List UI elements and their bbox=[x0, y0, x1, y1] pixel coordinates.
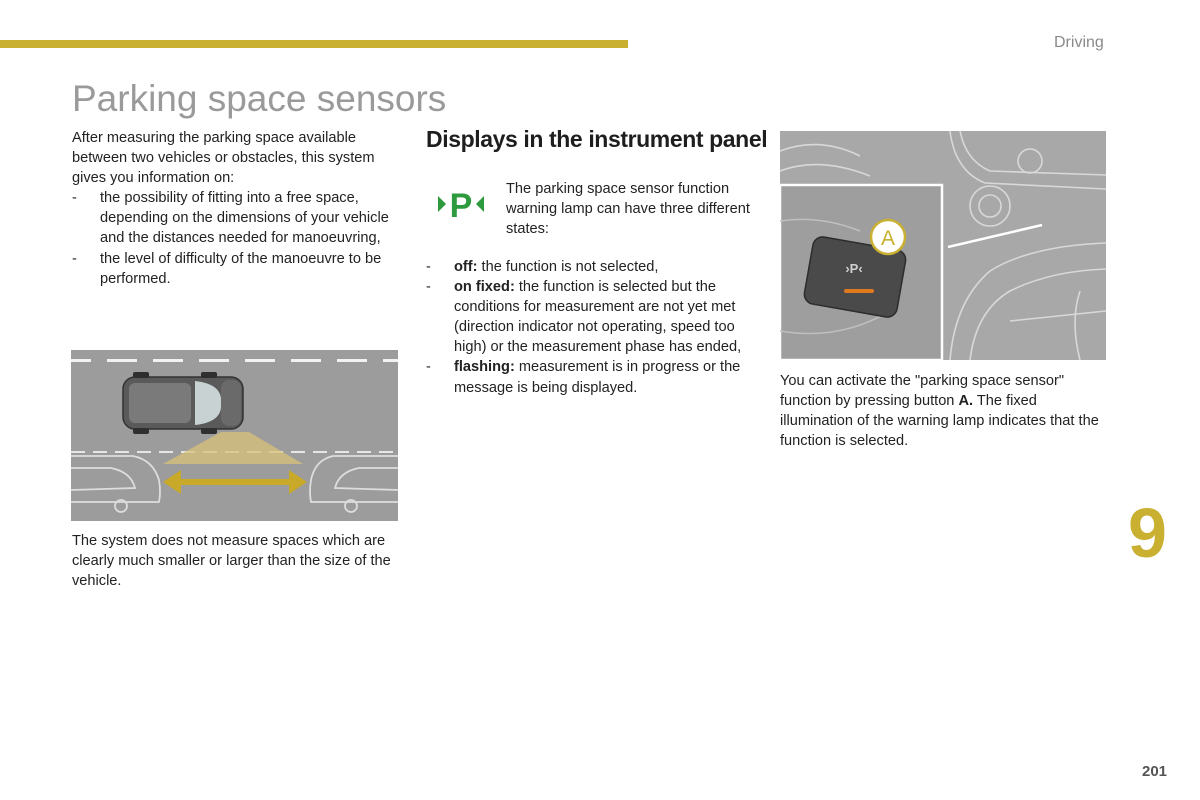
button-indicator-led bbox=[844, 289, 874, 293]
section-title: Driving bbox=[1054, 34, 1104, 51]
page-title: Parking space sensors bbox=[72, 78, 447, 119]
callout-a-icon bbox=[871, 220, 905, 254]
bullet-dash: - bbox=[426, 259, 431, 275]
header-accent-bar bbox=[0, 40, 628, 48]
page-number: 201 bbox=[1142, 763, 1168, 780]
lamp-description: The parking space sensor function warning lamp can have three different states: bbox=[506, 181, 750, 238]
list-item: - on fixed: the function is selected but the conditions for measurement are not yet met (direction indicator not operating, speed too high) or the measurement phase has ended, bbox=[426, 279, 742, 356]
parking-space-illustration bbox=[71, 350, 398, 521]
list-item: - flashing: measurement is in progress or the message is being displayed. bbox=[426, 359, 741, 396]
intro-block bbox=[72, 128, 402, 289]
parking-sensor-lamp-icon bbox=[436, 186, 486, 222]
callout-label: A bbox=[880, 227, 896, 250]
bullet-dash: - bbox=[426, 279, 431, 296]
bullet-dash: - bbox=[426, 359, 431, 376]
moving-car bbox=[123, 372, 243, 434]
section-heading: Displays in the instrument panel bbox=[426, 126, 768, 152]
button-description: You can activate the "parking space sensor" function by pressing button A. The fixed illumination of the warning lamp indicates that the function is selected. bbox=[780, 373, 1099, 450]
list-item: - the level of difficulty of the manoeuvre to be performed. bbox=[72, 250, 382, 287]
intro-list bbox=[72, 188, 402, 288]
intro-text: After measuring the parking space available between two vehicles or obstacles, this system gives you information on: bbox=[72, 130, 375, 187]
list-item: - the possibility of fitting into a free space, depending on the dimensions of your vehicle and the distances needed for manoeuvring, bbox=[72, 190, 389, 247]
chapter-number: 9 bbox=[1128, 494, 1167, 572]
lamp-states-list bbox=[426, 257, 756, 398]
figure-note: The system does not measure spaces which are clearly much smaller or larger than the size of the vehicle. bbox=[72, 533, 391, 590]
bullet-dash: - bbox=[72, 250, 77, 267]
list-item: - off: the function is not selected, bbox=[426, 257, 756, 277]
button-symbol-icon: ›P‹ bbox=[845, 261, 863, 276]
lamp-letter: P bbox=[449, 187, 473, 222]
dashboard-button-illustration bbox=[780, 131, 1106, 360]
bullet-dash: - bbox=[72, 190, 77, 207]
